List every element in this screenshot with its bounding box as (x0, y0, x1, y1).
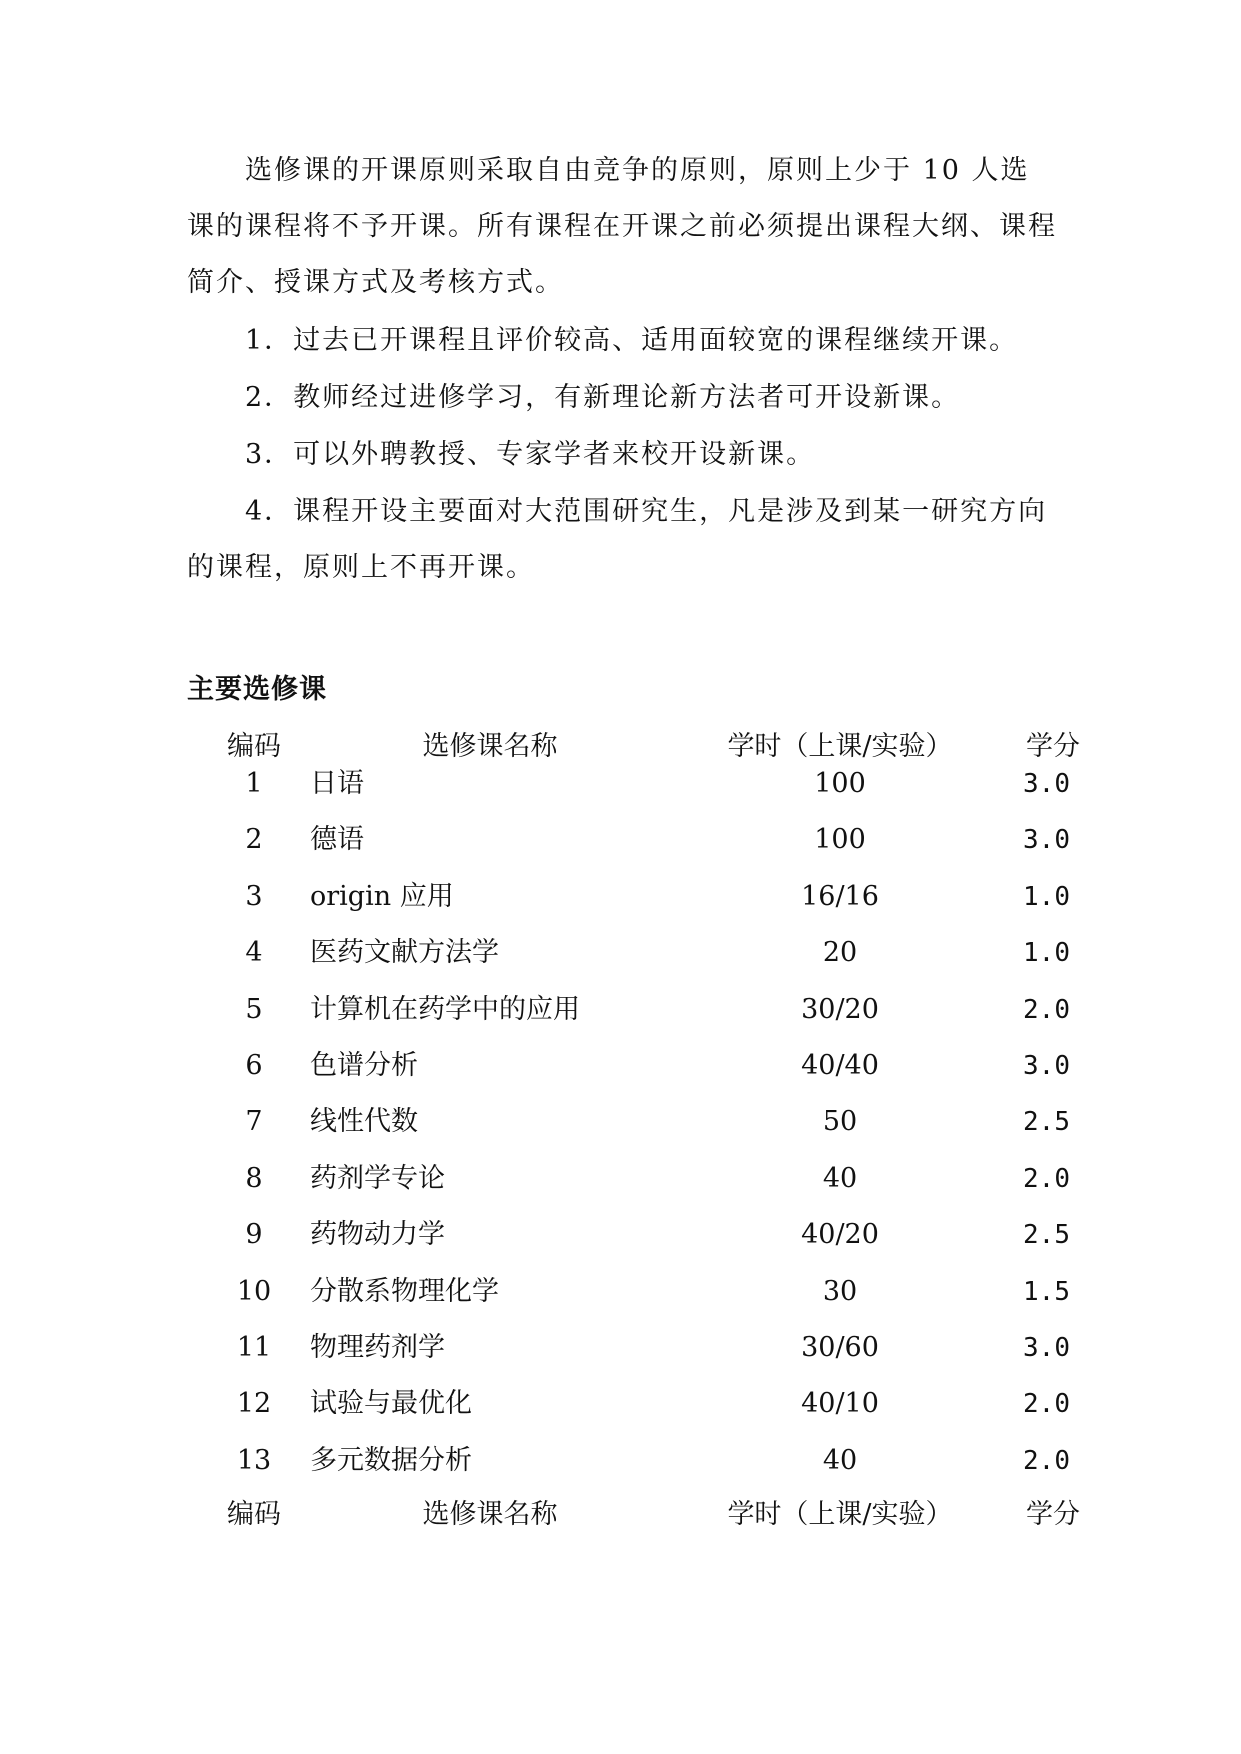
row-name: 计算机在药学中的应用 (310, 993, 580, 1025)
row-credit: 2.0 (1023, 1163, 1070, 1194)
row-code: 13 (236, 1444, 272, 1476)
row-name: 药物动力学 (310, 1219, 445, 1251)
table-row (0, 1328, 1241, 1368)
row-name: 药剂学专论 (310, 1162, 445, 1194)
row-credit: 2.0 (1023, 994, 1070, 1025)
row-hours: 30/20 (801, 993, 879, 1025)
table-row (0, 933, 1241, 973)
row-code: 7 (245, 1106, 263, 1138)
row-credit: 3.0 (1023, 1051, 1070, 1081)
row-hours: 40/10 (801, 1388, 879, 1420)
principle-item-2: 2．教师经过进修学习，有新理论新方法者可开设新课。 (245, 382, 961, 413)
row-name: 多元数据分析 (310, 1444, 472, 1476)
table-row (0, 877, 1241, 917)
row-credit: 3.0 (1023, 825, 1070, 856)
row-credit: 1.0 (1023, 938, 1070, 969)
footer-header-credit: 学分 (1026, 1499, 1080, 1530)
principle-item-4: 4．课程开设主要面对大范围研究生，凡是涉及到某一研究方向的课程，原则上不再开课。 (187, 496, 1048, 583)
row-hours: 100 (814, 824, 866, 856)
table-row (0, 1102, 1241, 1142)
row-name: origin 应用 (310, 880, 454, 912)
row-credit: 2.0 (1023, 1389, 1070, 1420)
header-credit: 学分 (1026, 731, 1080, 762)
row-code: 6 (245, 1050, 263, 1081)
table-row (0, 1159, 1241, 1199)
row-hours: 20 (822, 937, 858, 969)
table-row (0, 990, 1241, 1030)
row-credit: 2.5 (1023, 1107, 1070, 1138)
table-row (0, 1046, 1241, 1086)
footer-header-code: 编码 (227, 1499, 281, 1530)
row-code: 10 (236, 1275, 272, 1307)
row-code: 4 (245, 937, 263, 969)
row-hours: 30 (822, 1275, 858, 1307)
row-code: 1 (245, 768, 263, 799)
row-code: 9 (245, 1219, 263, 1251)
row-hours: 50 (822, 1106, 858, 1138)
row-name: 色谱分析 (310, 1050, 418, 1081)
row-hours: 40/20 (801, 1219, 879, 1251)
table-row (0, 820, 1241, 860)
row-name: 物理药剂学 (310, 1332, 445, 1363)
row-name: 试验与最优化 (310, 1388, 472, 1420)
intro-paragraph: 选修课的开课原则采取自由竞争的原则，原则上少于 10 人选课的课程将不予开课。所有课程在开课之前必须提出课程大纲、课程简介、授课方式及考核方式。 (187, 155, 1057, 298)
row-credit: 2.5 (1023, 1220, 1070, 1251)
row-hours: 40 (822, 1162, 858, 1194)
table-row (0, 1215, 1241, 1255)
row-credit: 1.0 (1023, 881, 1070, 912)
row-code: 8 (245, 1162, 263, 1194)
row-code: 2 (245, 824, 263, 856)
row-credit: 1.5 (1023, 1276, 1070, 1307)
row-name: 医药文献方法学 (310, 937, 499, 969)
row-code: 5 (245, 993, 263, 1025)
row-hours: 100 (814, 768, 866, 799)
row-credit: 3.0 (1023, 1333, 1070, 1363)
row-name: 德语 (310, 824, 364, 856)
header-hours: 学时（上课/实验） (727, 731, 953, 762)
row-hours: 40 (822, 1444, 858, 1476)
row-hours: 30/60 (801, 1332, 879, 1363)
section-title: 主要选修课 (187, 674, 327, 705)
row-hours: 16/16 (801, 880, 879, 912)
table-row (0, 764, 1241, 804)
row-name: 分散系物理化学 (310, 1275, 499, 1307)
row-name: 线性代数 (310, 1106, 418, 1138)
row-credit: 3.0 (1023, 769, 1070, 799)
header-code: 编码 (227, 731, 281, 762)
row-code: 3 (245, 880, 263, 912)
table-row (0, 1384, 1241, 1424)
table-row (0, 1272, 1241, 1312)
principle-item-3: 3．可以外聘教授、专家学者来校开设新课。 (245, 439, 816, 470)
row-hours: 40/40 (801, 1050, 879, 1081)
row-code: 12 (236, 1388, 272, 1420)
row-code: 11 (236, 1332, 272, 1363)
header-name: 选修课名称 (422, 731, 558, 762)
row-credit: 2.0 (1023, 1445, 1070, 1476)
footer-header-name: 选修课名称 (422, 1499, 558, 1530)
table-header (0, 727, 1241, 767)
table-row (0, 1441, 1241, 1481)
principle-item-1: 1．过去已开课程且评价较高、适用面较宽的课程继续开课。 (245, 325, 1019, 356)
table-footer-header (0, 1495, 1241, 1535)
footer-header-hours: 学时（上课/实验） (727, 1499, 953, 1530)
row-name: 日语 (310, 768, 364, 799)
